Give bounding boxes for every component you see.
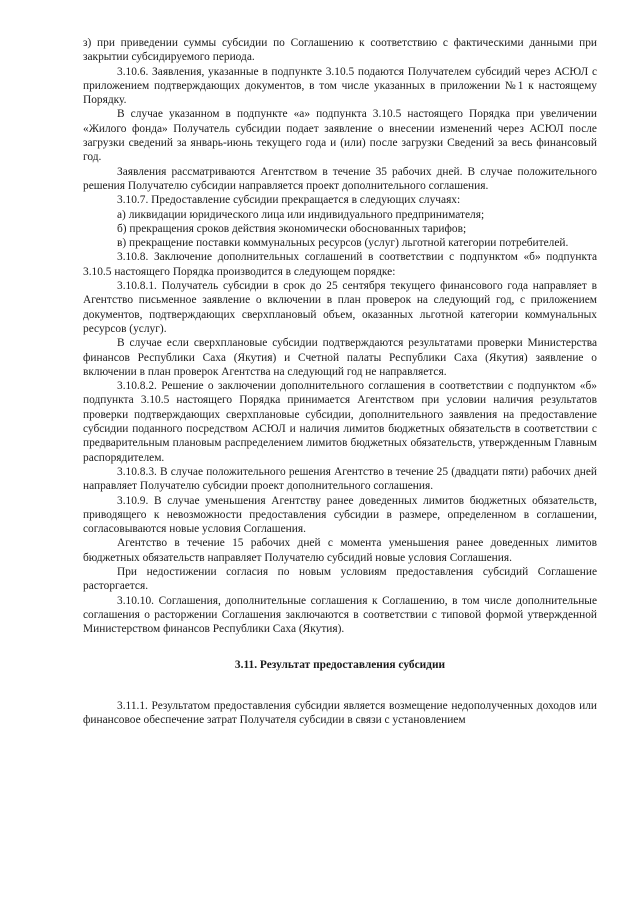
paragraph: 3.10.6. Заявления, указанные в подпункте 3.10.5 подаются Получателем субсидий через АСЮЛ с приложением подтверждающих документов, в том числе указанных в приложении №1 к настоящему Порядку. — [83, 65, 597, 107]
paragraph: б) прекращения сроков действия экономически обоснованных тарифов; — [117, 222, 467, 235]
paragraph: В случае указанном в подпункте «а» подпункта 3.10.5 настоящего Порядка при увеличении «Жилого фонда» Получатель субсидии подает заявление о внесении изменений через АСЮЛ после загрузки сведений за январь-июнь текущего года и (или) после загрузки Сведений за весь финансовый год. — [83, 108, 597, 164]
paragraph: 3.10.9. В случае уменьшения Агентству ранее доведенных лимитов бюджетных обязательств, приводящего к невозможности предоставления субсидии в размере, определенном в соглашении, согласовываются новые условия Соглашения. — [83, 494, 597, 536]
document-page — [83, 36, 597, 727]
paragraph: з) при приведении суммы субсидии по Соглашению к соответствию с фактическими данными при закрытии субсидируемого периода. — [83, 37, 597, 64]
section-heading: 3.11. Результат предоставления субсидии — [234, 659, 446, 672]
paragraph: При недостижении согласия по новым условиям предоставления субсидий Соглашение расторгается. — [83, 565, 597, 593]
paragraph: 3.10.8.3. В случае положительного решения Агентство в течение 25 (двадцати пяти) рабочих дней направляет Получателю субсидии проект дополнительного соглашения. — [83, 465, 597, 493]
paragraphs-before — [83, 36, 597, 636]
paragraph: 3.10.8. Заключение дополнительных соглашений в соответствии с подпунктом «б» подпункта 3.10.5 настоящего Порядка производится в следующем порядке: — [83, 251, 597, 278]
paragraph: Агентство в течение 15 рабочих дней с момента уменьшения ранее доведенных лимитов бюджетных обязательств направляет Получателю субсидий новые условия Соглашения. — [83, 537, 597, 564]
paragraph: 3.10.7. Предоставление субсидии прекращается в следующих случаях: — [117, 194, 461, 207]
paragraph: а) ликвидации юридического лица или индивидуального предпринимателя; — [117, 208, 485, 221]
paragraph: в) прекращение поставки коммунальных ресурсов (услуг) льготной категории потребителей. — [117, 237, 569, 250]
paragraphs-after — [83, 699, 597, 728]
paragraph: 3.10.8.1. Получатель субсидии в срок до 25 сентября текущего финансового года направляет в Агентство письменное заявление о включении в план проверок на следующий год, с приложением документов, подтверждающих сверхплановый объем, оказанных льготной категории коммунальных ресурсов (услуг). — [83, 280, 597, 335]
paragraph: В случае если сверхплановые субсидии подтверждаются результатами проверки Министерства финансов Республики Саха (Якутия) и Счетной палаты Республики Саха (Якутия) заявление о включении в план проверок Агентства на следующий год не направляется. — [83, 337, 597, 378]
paragraph: Заявления рассматриваются Агентством в течение 35 рабочих дней. В случае положительного решения Получателю субсидии направляется проект дополнительного соглашения. — [83, 165, 597, 192]
paragraph: 3.10.10. Соглашения, дополнительные соглашения к Соглашению, в том числе дополнительные соглашения о расторжении Соглашения заключаются в соответствии с типовой формой утвержденной Министерством финансов Республики Саха (Якутия). — [83, 594, 597, 636]
paragraph: 3.10.8.2. Решение о заключении дополнительного соглашения в соответствии с подпунктом «б» подпункта 3.10.5 настоящего Порядка принимается Агентством при условии наличия результатов проверки подтверждающих сверхплановые субсидии, дополнительного заявления на предоставление субсидии поданного посредством АСЮЛ и наличия лимитов бюджетных обязательств в соответствии с предварительным плановым распределением лимитов бюджетных обязательств, утвержденным Главным распорядителем. — [83, 380, 597, 464]
paragraph: 3.11.1. Результатом предоставления субсидии является возмещение недополученных доходов или финансовое обеспечение затрат Получателя субсидии в связи с установлением — [83, 699, 597, 727]
